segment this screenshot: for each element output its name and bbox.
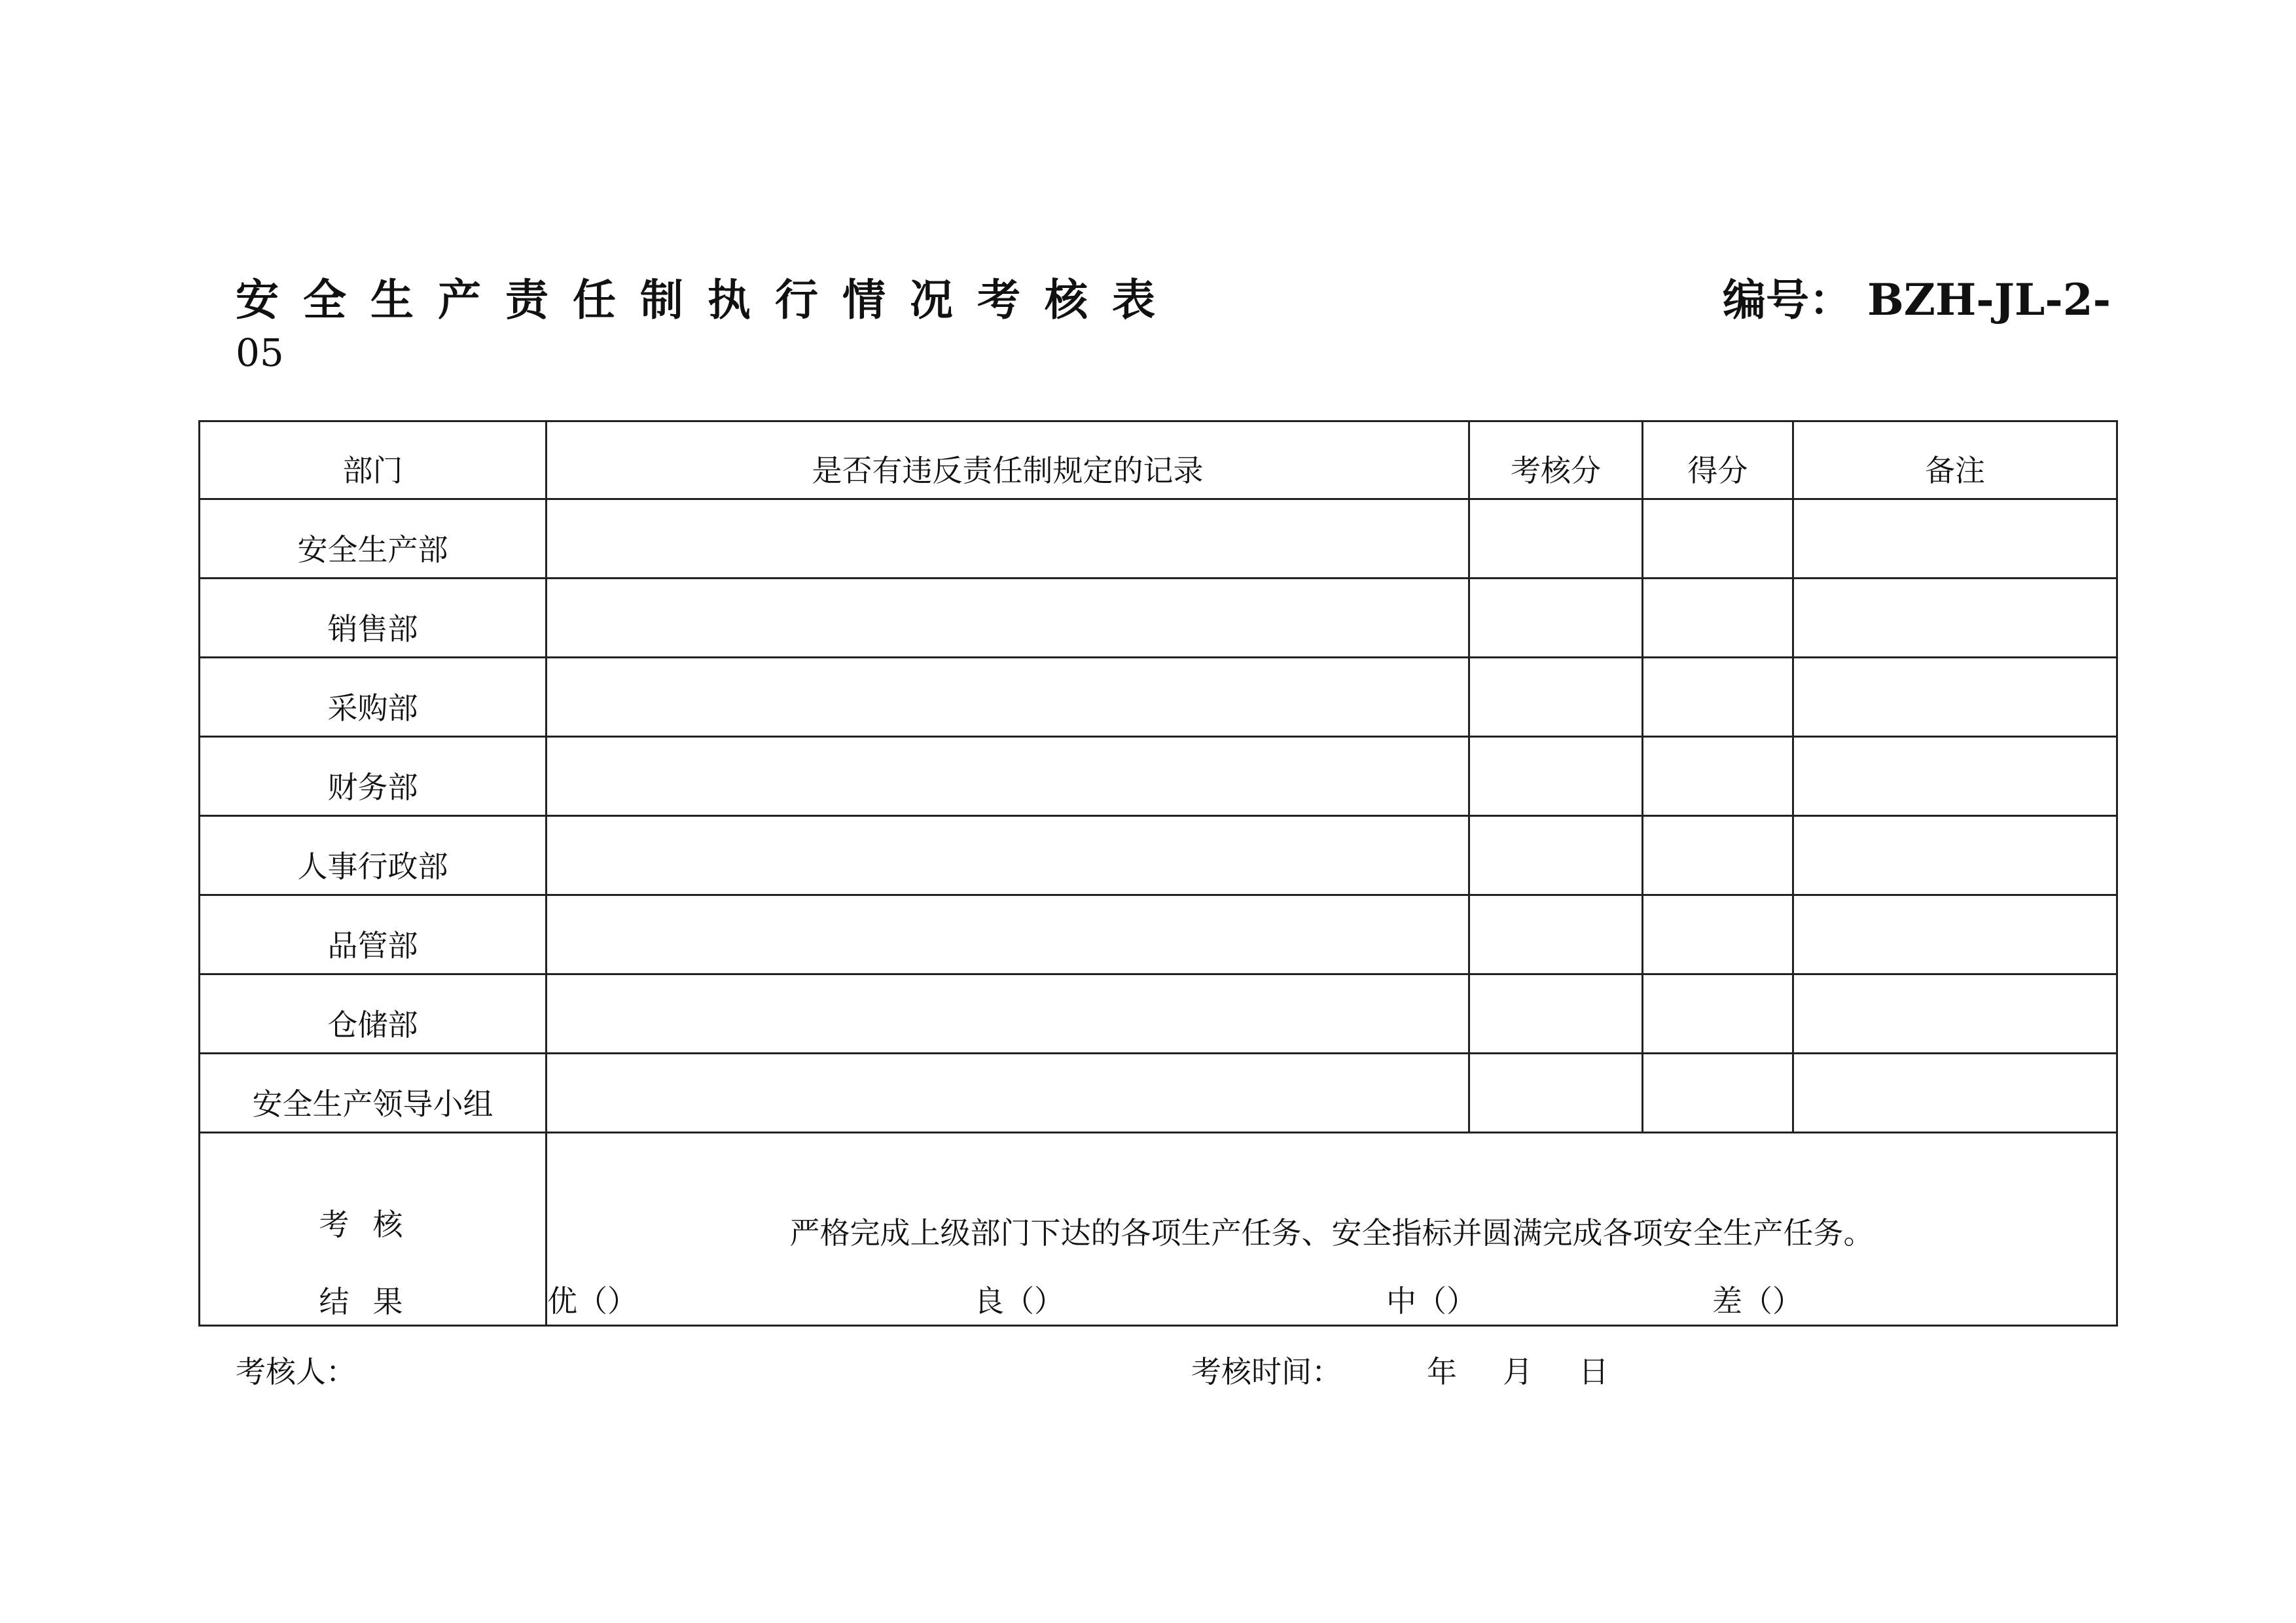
column-header-score: 得分 — [1643, 421, 1793, 499]
violation-record-cell[interactable] — [547, 658, 1469, 737]
violation-record-cell[interactable] — [547, 895, 1469, 974]
column-header-department: 部门 — [200, 421, 547, 499]
remarks-cell[interactable] — [1793, 658, 2117, 737]
violation-record-cell[interactable] — [547, 499, 1469, 579]
assessment-score-cell[interactable] — [1469, 895, 1643, 974]
result-content-cell — [547, 1133, 2117, 1326]
remarks-cell[interactable] — [1793, 816, 2117, 895]
score-cell[interactable] — [1643, 1054, 1793, 1133]
assessment-date-field — [1191, 1348, 1609, 1391]
department-cell: 销售部 — [200, 579, 547, 658]
column-header-remarks: 备注 — [1793, 421, 2117, 499]
score-cell[interactable] — [1643, 974, 1793, 1054]
violation-record-cell[interactable] — [547, 816, 1469, 895]
table-row — [200, 658, 2117, 737]
assessment-score-cell[interactable] — [1469, 499, 1643, 579]
violation-record-cell[interactable] — [547, 579, 1469, 658]
score-cell[interactable] — [1643, 658, 1793, 737]
assessment-score-cell[interactable] — [1469, 658, 1643, 737]
table-header-row — [200, 421, 2117, 499]
grade-excellent-option[interactable]: 优（） — [547, 1283, 637, 1319]
department-cell: 仓储部 — [200, 974, 547, 1054]
score-cell[interactable] — [1643, 895, 1793, 974]
remarks-cell[interactable] — [1793, 499, 2117, 579]
assessment-score-cell[interactable] — [1469, 737, 1643, 816]
result-row — [200, 1133, 2117, 1326]
department-cell: 安全生产部 — [200, 499, 547, 579]
assessment-score-cell[interactable] — [1469, 974, 1643, 1054]
score-cell[interactable] — [1643, 579, 1793, 658]
violation-record-cell[interactable] — [547, 1054, 1469, 1133]
assessment-time-label: 考核时间： — [1191, 1354, 1342, 1389]
remarks-cell[interactable] — [1793, 1054, 2117, 1133]
department-cell: 安全生产领导小组 — [200, 1054, 547, 1133]
document-code-value: BZH-JL-2- — [1867, 274, 2111, 325]
remarks-cell[interactable] — [1793, 579, 2117, 658]
grade-options — [547, 1277, 2116, 1317]
month-label: 月 — [1503, 1354, 1533, 1389]
result-label-cell — [200, 1133, 547, 1326]
remarks-cell[interactable] — [1793, 974, 2117, 1054]
table-row — [200, 895, 2117, 974]
score-cell[interactable] — [1643, 499, 1793, 579]
remarks-cell[interactable] — [1793, 895, 2117, 974]
assessment-score-cell[interactable] — [1469, 1054, 1643, 1133]
document-code-label: 编号： — [1723, 274, 1852, 325]
result-label-line2: 结果 — [319, 1284, 427, 1319]
document-code-tail: 05 — [236, 330, 284, 375]
remarks-cell[interactable] — [1793, 737, 2117, 816]
grade-average-option[interactable]: 中（） — [1386, 1283, 1477, 1319]
assessment-score-cell[interactable] — [1469, 816, 1643, 895]
assessor-label: 考核人： — [236, 1354, 356, 1389]
year-label: 年 — [1427, 1354, 1457, 1389]
document-code — [1723, 265, 2111, 327]
score-cell[interactable] — [1643, 737, 1793, 816]
result-description: 严格完成上级部门下达的各项生产任务、安全指标并圆满完成各项安全生产任务。 — [789, 1215, 1874, 1251]
page-title: 安全生产责任制执行情况考核表 — [236, 274, 1179, 325]
violation-record-cell[interactable] — [547, 737, 1469, 816]
table-row — [200, 1054, 2117, 1133]
column-header-assessment-score: 考核分 — [1469, 421, 1643, 499]
table-row — [200, 974, 2117, 1054]
assessment-table — [198, 420, 2118, 1327]
result-label-line1: 考核 — [319, 1207, 427, 1242]
table-row — [200, 579, 2117, 658]
department-cell: 采购部 — [200, 658, 547, 737]
grade-good-option[interactable]: 良（） — [974, 1283, 1064, 1319]
assessment-score-cell[interactable] — [1469, 579, 1643, 658]
column-header-violation-record: 是否有违反责任制规定的记录 — [547, 421, 1469, 499]
score-cell[interactable] — [1643, 816, 1793, 895]
day-label: 日 — [1579, 1354, 1609, 1389]
table-row — [200, 499, 2117, 579]
violation-record-cell[interactable] — [547, 974, 1469, 1054]
table-row — [200, 737, 2117, 816]
assessor-field — [236, 1348, 356, 1391]
department-cell: 品管部 — [200, 895, 547, 974]
department-cell: 财务部 — [200, 737, 547, 816]
table-row — [200, 816, 2117, 895]
grade-poor-option[interactable]: 差（） — [1712, 1283, 1803, 1319]
department-cell: 人事行政部 — [200, 816, 547, 895]
